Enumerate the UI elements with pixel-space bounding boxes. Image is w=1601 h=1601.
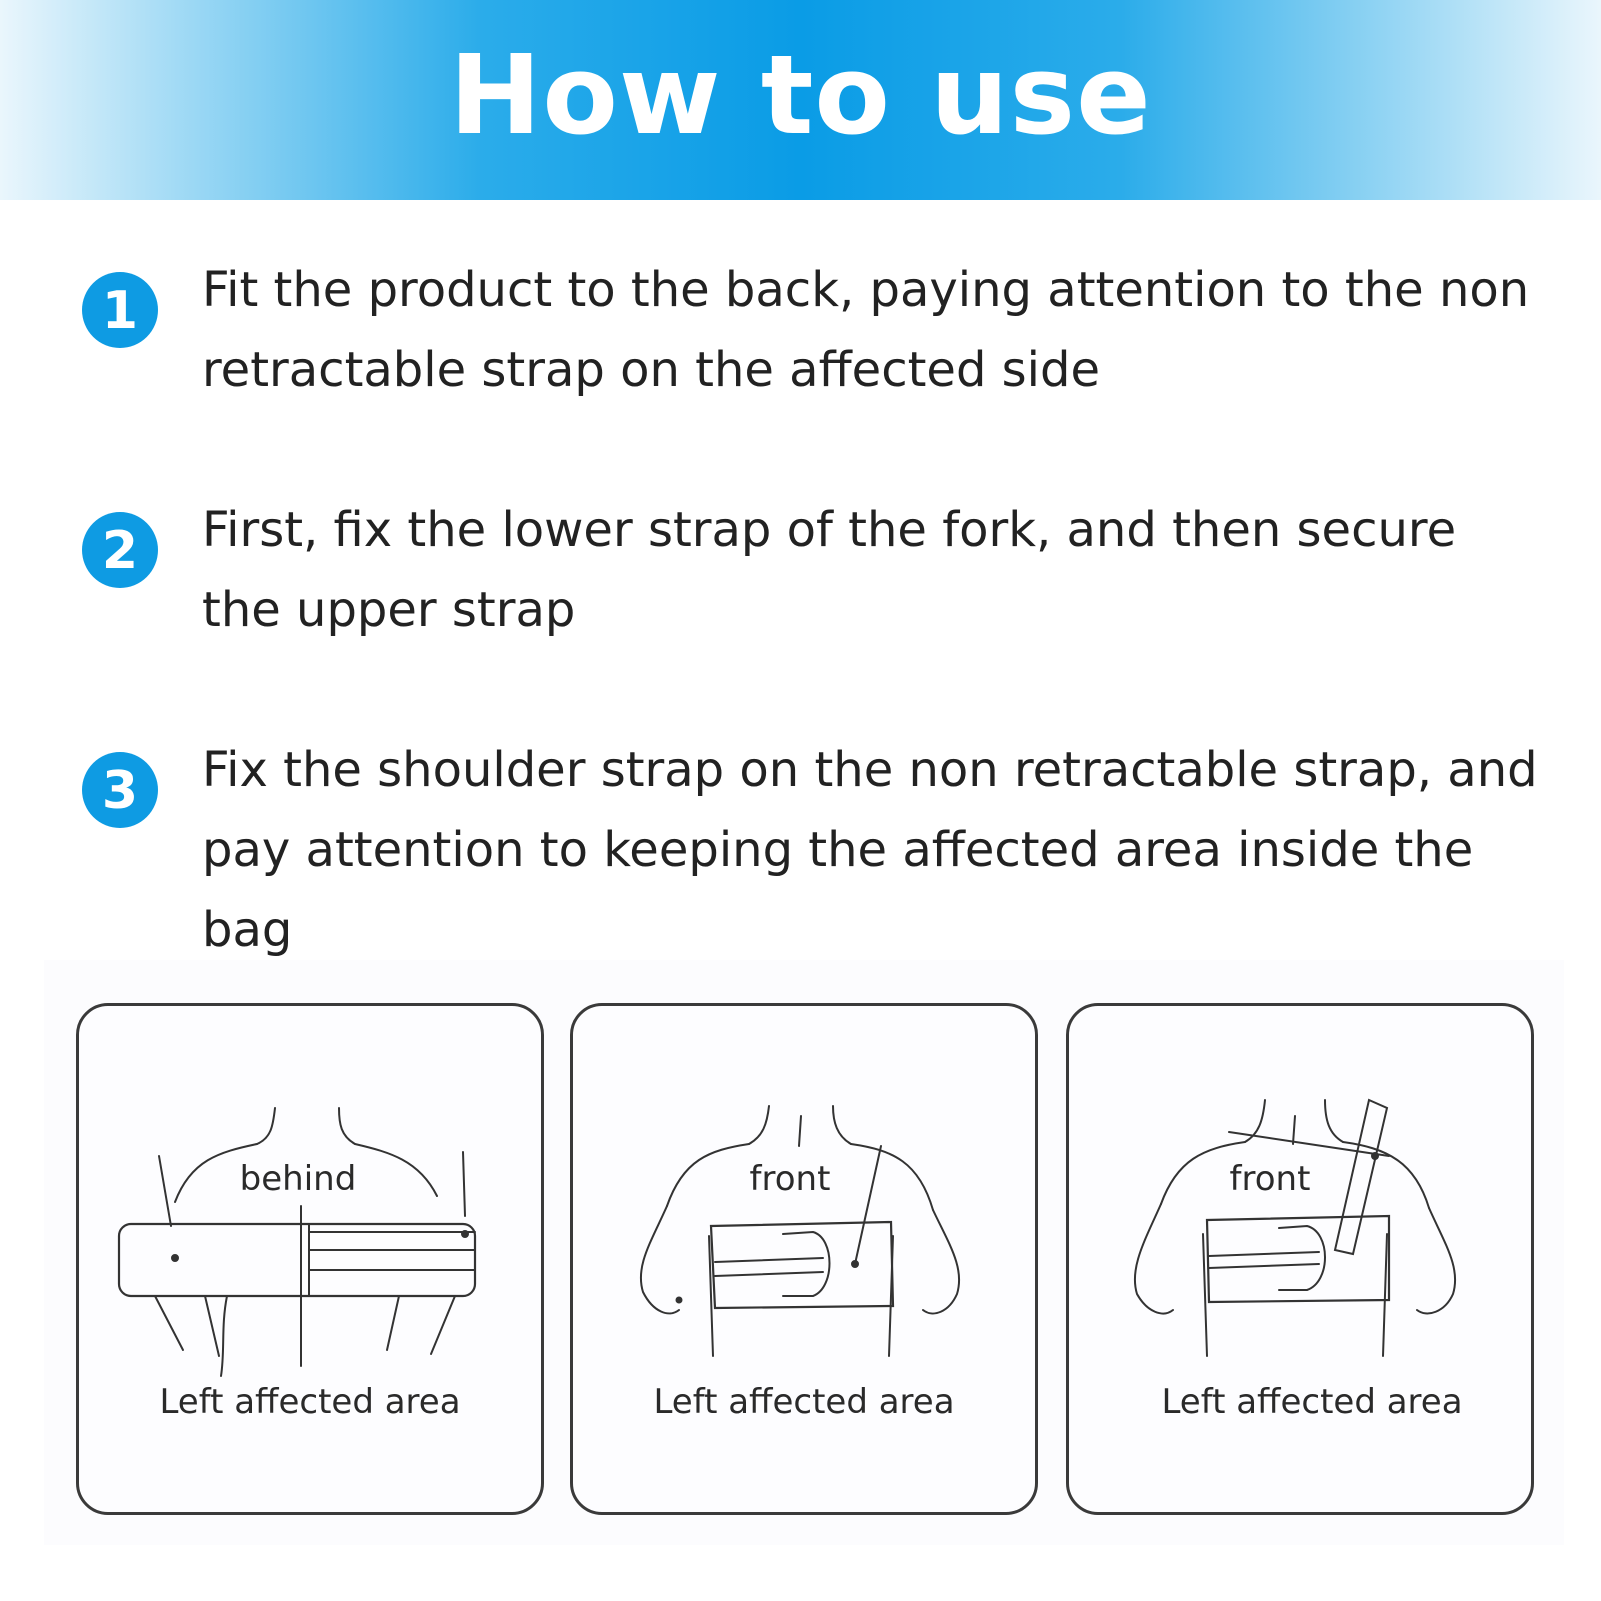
step-text: Fit the product to the back, paying attention to the non retractable strap on the affected side	[202, 262, 1530, 398]
view-label: front	[749, 1159, 831, 1199]
illustration-panel-front-2	[1066, 1003, 1534, 1515]
front-shoulder-strap-illustration-icon	[1069, 1006, 1534, 1515]
step-number-badge: 1	[82, 272, 158, 348]
header-banner	[0, 0, 1601, 200]
step-number-badge: 3	[82, 752, 158, 828]
view-label: front	[1229, 1159, 1311, 1199]
affected-area-label: Left affected area	[653, 1382, 955, 1422]
step-text: Fix the shoulder strap on the non retractable strap, and pay attention to keeping the affected area inside the bag	[202, 742, 1538, 958]
view-label: behind	[239, 1159, 357, 1199]
illustration-panel-front-1	[570, 1003, 1038, 1515]
back-view-illustration-icon	[79, 1006, 544, 1515]
step-number-badge: 2	[82, 512, 158, 588]
illustration-panel-behind	[76, 1003, 544, 1515]
affected-area-label: Left affected area	[159, 1382, 461, 1422]
page-title: How to use	[449, 31, 1152, 159]
step-text: First, fix the lower strap of the fork, and then secure the upper strap	[202, 502, 1457, 638]
affected-area-label: Left affected area	[1161, 1382, 1463, 1422]
front-view-illustration-icon	[573, 1006, 1038, 1515]
